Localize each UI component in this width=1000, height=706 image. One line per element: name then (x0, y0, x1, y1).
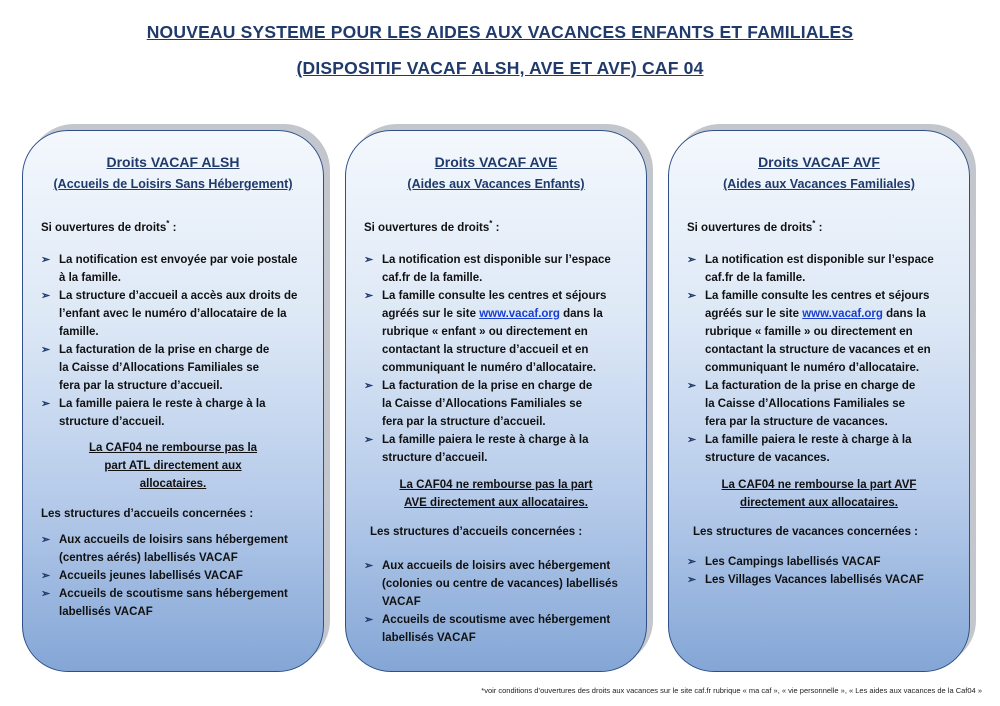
concerned-title: Les structures de vacances concernées : (693, 526, 919, 538)
arrow-bullet-icon: ➢ (687, 290, 697, 302)
vacaf-link[interactable]: www.vacaf.org (802, 308, 883, 320)
list-item: ➢ La famille paiera le reste à charge à la structure d’accueil. (41, 395, 301, 431)
arrow-bullet-icon: ➢ (41, 398, 51, 410)
rights-intro: Si ouvertures de droits* : (687, 219, 823, 234)
list-item: ➢ La structure d’accueil a accès aux droits de l’enfant avec le numéro d’allocataire de la famille. (41, 287, 301, 341)
reimbursement-note: La CAF04 ne rembourse la part AVF directement aux allocataires. (721, 479, 917, 509)
list-item: ➢ Aux accueils de loisirs sans hébergement (centres aérés) labellisés VACAF (41, 531, 305, 567)
rights-intro: Si ouvertures de droits* : (41, 219, 177, 234)
list-item: ➢ La facturation de la prise en charge de la Caisse d’Allocations Familiales se fera par la structure d’accueil. (41, 341, 301, 395)
arrow-bullet-icon: ➢ (364, 380, 374, 392)
arrow-bullet-icon: ➢ (41, 344, 51, 356)
arrow-bullet-icon: ➢ (41, 254, 51, 266)
vacaf-link[interactable]: www.vacaf.org (479, 308, 560, 320)
arrow-bullet-icon: ➢ (364, 290, 374, 302)
arrow-bullet-icon: ➢ (41, 290, 51, 302)
footnote: *voir conditions d’ouvertures des droits aux vacances sur le site caf.fr rubrique « ma caf », « vie personnelle », « Les aides aux vacances de la Caf04 » (481, 686, 982, 695)
page-title-line-1: NOUVEAU SYSTEME POUR LES AIDES AUX VACANCES ENFANTS ET FAMILIALES (146, 22, 854, 42)
list-item: ➢ Accueils de scoutisme sans hébergement labellisés VACAF (41, 585, 305, 621)
list-item: ➢ La facturation de la prise en charge de la Caisse d’Allocations Familiales se fera par la structure d’accueil. (364, 377, 624, 431)
concerned-title: Les structures d’accueils concernées : (41, 508, 254, 520)
list-item: ➢ La famille consulte les centres et séjours agréés sur le site www.vacaf.org dans la rubrique « famille » ou directement en contactant la structure de vacances et en communiquant le numéro d’allocataire. (687, 287, 947, 377)
arrow-bullet-icon: ➢ (41, 534, 51, 546)
list-item: ➢ Aux accueils de loisirs avec hébergement (colonies ou centre de vacances) labellisés VACAF (364, 557, 628, 611)
arrow-bullet-icon: ➢ (364, 614, 374, 626)
reimbursement-note: La CAF04 ne rembourse pas la part AVE directement aux allocataires. (399, 479, 593, 509)
card-avf (668, 130, 970, 672)
card-title: Droits VACAF AVF (758, 154, 880, 170)
card-title: Droits VACAF ALSH (106, 154, 240, 170)
arrow-bullet-icon: ➢ (364, 434, 374, 446)
arrow-bullet-icon: ➢ (364, 254, 374, 266)
arrow-bullet-icon: ➢ (687, 556, 697, 568)
concerned-list (364, 557, 628, 647)
card-subtitle: (Accueils de Loisirs Sans Hébergement) (53, 177, 293, 191)
arrow-bullet-icon: ➢ (687, 434, 697, 446)
arrow-bullet-icon: ➢ (687, 574, 697, 586)
list-item: ➢ La notification est disponible sur l’espace caf.fr de la famille. (364, 251, 624, 287)
card-title: Droits VACAF AVE (434, 154, 558, 170)
concerned-list (41, 531, 305, 621)
arrow-bullet-icon: ➢ (41, 570, 51, 582)
list-item: ➢ La famille consulte les centres et séjours agréés sur le site www.vacaf.org dans la rubrique « enfant » ou directement en contactant la structure d’accueil et en communiquant le numéro d’allocataire. (364, 287, 624, 377)
list-item: ➢ La famille paiera le reste à charge à la structure d’accueil. (364, 431, 624, 467)
card-alsh (22, 130, 324, 672)
card-subtitle: (Aides aux Vacances Enfants) (407, 177, 585, 191)
list-item: ➢ La notification est envoyée par voie postale à la famille. (41, 251, 301, 287)
arrow-bullet-icon: ➢ (364, 560, 374, 572)
rights-bullet-list (41, 251, 301, 431)
card-subtitle: (Aides aux Vacances Familiales) (723, 177, 915, 191)
card-ave (345, 130, 647, 672)
concerned-title: Les structures d’accueils concernées : (370, 526, 583, 538)
list-item: ➢ La notification est disponible sur l’espace caf.fr de la famille. (687, 251, 947, 287)
arrow-bullet-icon: ➢ (687, 380, 697, 392)
list-item: ➢ Les Campings labellisés VACAF (687, 553, 951, 571)
list-item: ➢ La facturation de la prise en charge de la Caisse d’Allocations Familiales se fera par la structure de vacances. (687, 377, 947, 431)
concerned-list (687, 553, 951, 589)
list-item: ➢ La famille paiera le reste à charge à la structure de vacances. (687, 431, 947, 467)
list-item: ➢ Accueils jeunes labellisés VACAF (41, 567, 305, 585)
rights-bullet-list (364, 251, 624, 467)
list-item: ➢ Les Villages Vacances labellisés VACAF (687, 571, 951, 589)
list-item: ➢ Accueils de scoutisme avec hébergement labellisés VACAF (364, 611, 628, 647)
reimbursement-note: La CAF04 ne rembourse pas la part ATL directement aux allocataires. (88, 442, 258, 490)
arrow-bullet-icon: ➢ (687, 254, 697, 266)
rights-intro: Si ouvertures de droits* : (364, 219, 500, 234)
page-title-line-2: (DISPOSITIF VACAF ALSH, AVE ET AVF) CAF 04 (296, 58, 704, 78)
arrow-bullet-icon: ➢ (41, 588, 51, 600)
rights-bullet-list (687, 251, 947, 467)
